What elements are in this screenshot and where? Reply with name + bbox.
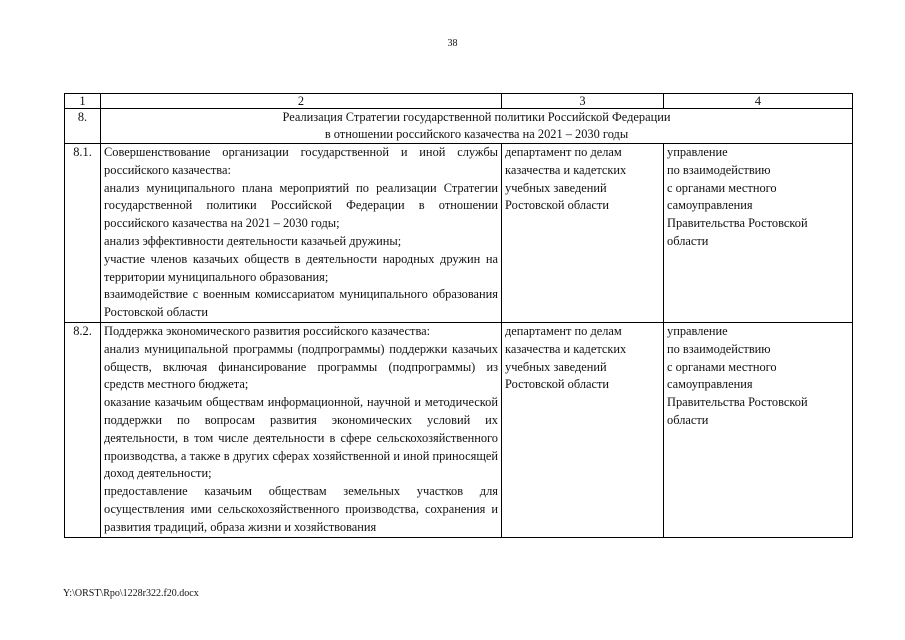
coexecutor-line: управление <box>667 145 728 159</box>
description-paragraph: оказание казачьим обществам информационной, научной и методической поддержки по вопросам развития экономических условий их деятельности, в том числе деятельности в сфере сельскохозяйственного производства, а также в других сферах хозяйственной и иной приносящей доход деятельности; <box>104 395 498 481</box>
coexecutor-line: по взаимодействию <box>667 341 771 356</box>
row-number: 8.2. <box>65 322 101 537</box>
responsible-line: департамент по делам <box>505 323 622 338</box>
coexecutor-line: управление <box>667 323 728 338</box>
section-number: 8. <box>65 109 101 144</box>
row-responsible <box>502 322 664 537</box>
page-number: 38 <box>447 38 458 49</box>
description-paragraph: предоставление казачьим обществам земельных участков для осуществления ими сельскохозяйственного производства, сохранения и развития традиций, образа жизни и хозяйствования <box>104 484 498 534</box>
description-paragraph: анализ муниципального плана мероприятий по реализации Стратегии государственной политики Российской Федерации в отношении российского казачества на 2021 – 2030 годы; <box>104 180 498 231</box>
responsible-line: казачества и кадетских <box>505 162 627 177</box>
footer-file-path: Y:\ORST\Rpo\1228r322.f20.docx <box>63 588 199 599</box>
section-title-line: Реализация Стратегии государственной политики Российской Федерации <box>282 110 671 124</box>
column-header: 4 <box>664 94 853 109</box>
coexecutor-line: самоуправления <box>667 198 753 213</box>
section-title <box>101 109 853 144</box>
responsible-line: казачества и кадетских <box>505 341 627 356</box>
column-header: 2 <box>101 94 502 109</box>
row-number: 8.1. <box>65 144 101 323</box>
coexecutor-line: области <box>667 233 709 248</box>
plan-table <box>64 93 853 538</box>
column-header: 1 <box>65 94 101 109</box>
coexecutor-line: Правительства Ростовской <box>667 395 808 410</box>
description-paragraph: Совершенствование организации государственной и иной службы российского казачества: <box>104 145 498 177</box>
coexecutor-line: с органами местного <box>667 359 777 374</box>
description-paragraph: взаимодействие с военным комиссариатом муниципального образования Ростовской области <box>104 287 498 320</box>
responsible-line: Ростовской области <box>505 198 610 213</box>
table-row <box>65 144 853 323</box>
row-coexecutor <box>664 144 853 323</box>
description-paragraph: участие членов казачьих обществ в деятельности народных дружин на территории муниципального образования; <box>104 251 498 284</box>
description-paragraph: анализ эффективности деятельности казачьей дружины; <box>104 233 402 248</box>
responsible-line: учебных заведений <box>505 359 607 374</box>
responsible-line: учебных заведений <box>505 180 607 195</box>
row-responsible <box>502 144 664 323</box>
coexecutor-line: Правительства Ростовской <box>667 216 808 231</box>
description-paragraph: анализ муниципальной программы (подпрограммы) поддержки казачьих обществ, включая финансирование программы (подпрограммы) из средств местного бюджета; <box>104 341 498 392</box>
row-description <box>101 322 502 537</box>
row-coexecutor <box>664 322 853 537</box>
responsible-line: департамент по делам <box>505 145 622 159</box>
section-row <box>65 109 853 144</box>
coexecutor-line: самоуправления <box>667 377 753 392</box>
table-row <box>65 322 853 537</box>
table-header-row <box>65 94 853 109</box>
section-title-line: в отношении российского казачества на 2021 – 2030 годы <box>324 127 629 141</box>
responsible-line: Ростовской области <box>505 377 610 392</box>
row-description <box>101 144 502 323</box>
coexecutor-line: по взаимодействию <box>667 162 771 177</box>
column-header: 3 <box>502 94 664 109</box>
coexecutor-line: области <box>667 412 709 427</box>
coexecutor-line: с органами местного <box>667 180 777 195</box>
description-paragraph: Поддержка экономического развития российского казачества: <box>104 323 431 338</box>
